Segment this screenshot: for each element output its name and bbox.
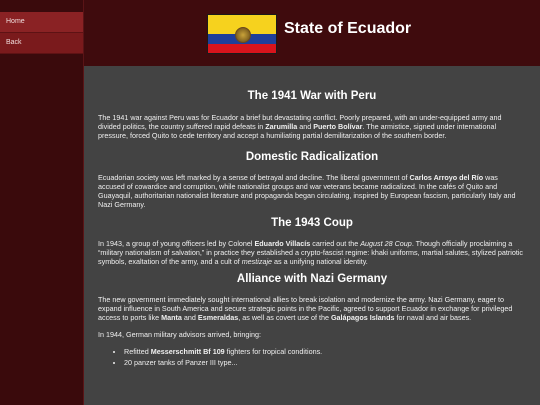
section-heading-alliance: Alliance with Nazi Germany [236,273,388,285]
header [84,0,540,65]
alliance-advisors-paragraph: In 1944, German military advisors arrived, bringing: [98,330,261,339]
page-title: State of Ecuador [284,20,412,37]
alliance-paragraph: The new government immediately sought international allies to break isolation and modernize the army. Nazi Germany, eager to expand influence in South America and secure strategic points in the Pacific, agreed to support Ecuador in exchange for privileged access to ports like Manta and Esmeraldas, as well as covert use of the Galápagos Islands for naval and air bases. [98,295,513,322]
radicalization-paragraph: Ecuadorian society was left marked by a sense of betrayal and decline. The liberal government of Carlos Arroyo del Río was accused of cowardice and corruption, while nationalist groups and war veterans became radicalized. In the cafés of Quito and Guayaquil, authoritarian nationalist literature and propaganda began circulating, inspired by European fascism, particularly Italy and Nazi Germany. [98,173,516,209]
sidebar [0,0,84,405]
section-heading-coup: The 1943 Coup [271,217,353,229]
main-content [84,66,540,405]
section-heading-radicalization: Domestic Radicalization [245,151,379,163]
coat-of-arms-icon [235,27,251,43]
nav-back-link[interactable]: Back [0,33,83,54]
list-item: • 20 panzer tanks of Panzer III type... [124,358,526,367]
ecuador-flag-icon [207,14,277,54]
nav-home-link[interactable]: Home [0,12,83,33]
coup-paragraph: In 1943, a group of young officers led by Colonel Eduardo Villacís carried out the August 28 Coup. Though officially proclaiming a “military nationalism of salvation,” in practice they established a crypto-fascist regime: khaki uniforms, martial salutes, stylized patriotic symbols, exaltation of the army, and a cult of mestizaje as a unifying national identity. [98,239,524,266]
advisors-list [98,347,526,367]
section-heading-war: The 1941 War with Peru [247,90,377,102]
sidebar-nav [0,12,83,54]
war-paragraph: The 1941 war against Peru was for Ecuador a brief but devastating conflict. Poorly prepared, with an under-equipped army and divided politics, the country suffered rapid defeats in Zarumilla and Puerto Bolívar. The armistice, signed under international pressure, forced Quito to cede territory and accept a humiliating partial demilitarization of the southern border. [98,113,502,140]
list-item: • Refitted Messerschmitt Bf 109 fighters for tropical conditions. [124,347,526,356]
